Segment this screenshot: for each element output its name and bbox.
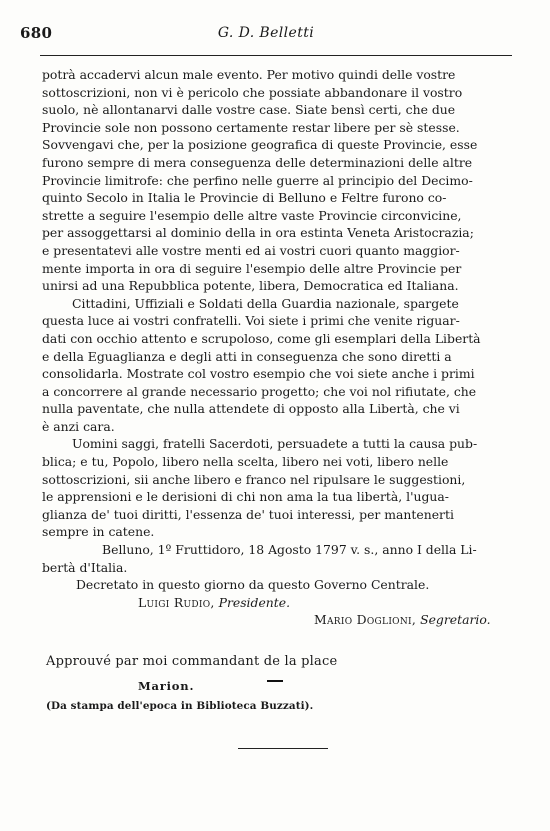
signer-name: Mario Doglioni, (314, 612, 417, 628)
page-number: 680 (20, 24, 53, 42)
text-line: Decretato in questo giorno da questo Governo Centrale. (76, 577, 430, 593)
text-line: suolo, nè allontanarvi dalle vostre case. Siate bensì certi, che due (42, 102, 456, 118)
date-line (42, 541, 514, 576)
paragraph-3 (42, 435, 514, 541)
signer-role: Presidente. (218, 594, 291, 610)
text-line: Belluno, 1º Fruttidoro, 18 Agosto 1797 v. s., anno I della Li- (102, 542, 477, 558)
signature-secretary (42, 611, 514, 629)
body-text (42, 66, 514, 629)
text-line: unirsi ad una Repubblica potente, libera, Democratica ed Italiana. (42, 278, 459, 294)
approval-text: Approuvé par moi commandant de la place (46, 654, 338, 669)
text-line: Provincie limitrofe: che perfino nelle guerre al principio del Decimo- (42, 172, 473, 188)
text-line: questa luce ai vostri confratelli. Voi siete i primi che venite riguar- (42, 313, 460, 329)
text-line: nulla paventate, che nulla attendete di opposto alla Libertà, che vi (42, 401, 460, 417)
signer-name: Luigi Rudio, (138, 594, 215, 610)
text-line: Provincie sole non possono certamente restar libere per sè stesse. (42, 119, 460, 135)
text-line: sempre in catene. (42, 524, 155, 540)
text-line: a concorrere al grande necessario progetto; che voi nol rifiutate, che (42, 383, 477, 399)
text-line: dati con occhio attento e scrupoloso, come gli esemplari della Libertà (42, 330, 481, 346)
text-line: e della Eguaglianza e degli atti in conseguenza che sono diretti a (42, 348, 452, 364)
header-rule (40, 55, 512, 56)
text-line: Uomini saggi, fratelli Sacerdoti, persuadete a tutti la causa pub- (72, 436, 478, 452)
text-line: potrà accadervi alcun male evento. Per motivo quindi delle vostre (42, 67, 456, 82)
signer-role: Segretario. (420, 612, 491, 628)
decree-line (42, 576, 514, 594)
footer-rule (238, 748, 328, 749)
text-line: è anzi cara. (42, 418, 115, 434)
text-line: sottoscrizioni, sii anche libero e franco nel ripulsare le suggestioni, (42, 471, 466, 487)
approval-block (46, 653, 516, 695)
page-header (20, 24, 512, 46)
text-line: Sovvengavi che, per la posizione geografica di queste Provincie, esse (42, 137, 478, 153)
text-line: strette a seguire l'esempio delle altre vaste Provincie circonvicine, (42, 207, 462, 223)
ink-mark (267, 680, 283, 682)
text-line: le apprensioni e le derisioni di chi non ama la tua libertà, l'ugua- (42, 489, 449, 505)
paragraph-2 (42, 295, 514, 436)
approval-signer: Marion. (138, 679, 195, 693)
paragraph-1 (42, 66, 514, 295)
text-line: glianza de' tuoi diritti, l'essenza de' tuoi interessi, per mantenerti (42, 506, 454, 522)
text-line: furono sempre di mera conseguenza delle determinazioni delle altre (42, 154, 473, 170)
text-line: bertà d'Italia. (42, 559, 128, 575)
text-line: Cittadini, Uffiziali e Soldati della Guardia nazionale, spargete (72, 295, 459, 311)
source-note: (Da stampa dell'epoca in Biblioteca Buzzati). (46, 700, 314, 712)
text-line: quinto Secolo in Italia le Provincie di Belluno e Feltre furono co- (42, 190, 447, 206)
signature-line (138, 594, 514, 612)
signature-president (42, 594, 514, 612)
signature-line (314, 611, 514, 629)
text-line: e presentatevi alle vostre menti ed ai vostri cuori quanto maggior- (42, 242, 460, 258)
text-line: per assoggettarsi al dominio della in ora estinta Veneta Aristocrazia; (42, 225, 474, 241)
text-line: consolidarla. Mostrate col vostro esempio che voi siete anche i primi (42, 366, 475, 382)
text-line: sottoscrizioni, non vi è pericolo che possiate abbandonare il vostro (42, 84, 463, 100)
running-head: G. D. Belletti (217, 25, 315, 41)
text-line: mente importa in ora di seguire l'esempio delle altre Provincie per (42, 260, 462, 276)
text-line: blica; e tu, Popolo, libero nella scelta, libero nei voti, libero nelle (42, 454, 449, 470)
